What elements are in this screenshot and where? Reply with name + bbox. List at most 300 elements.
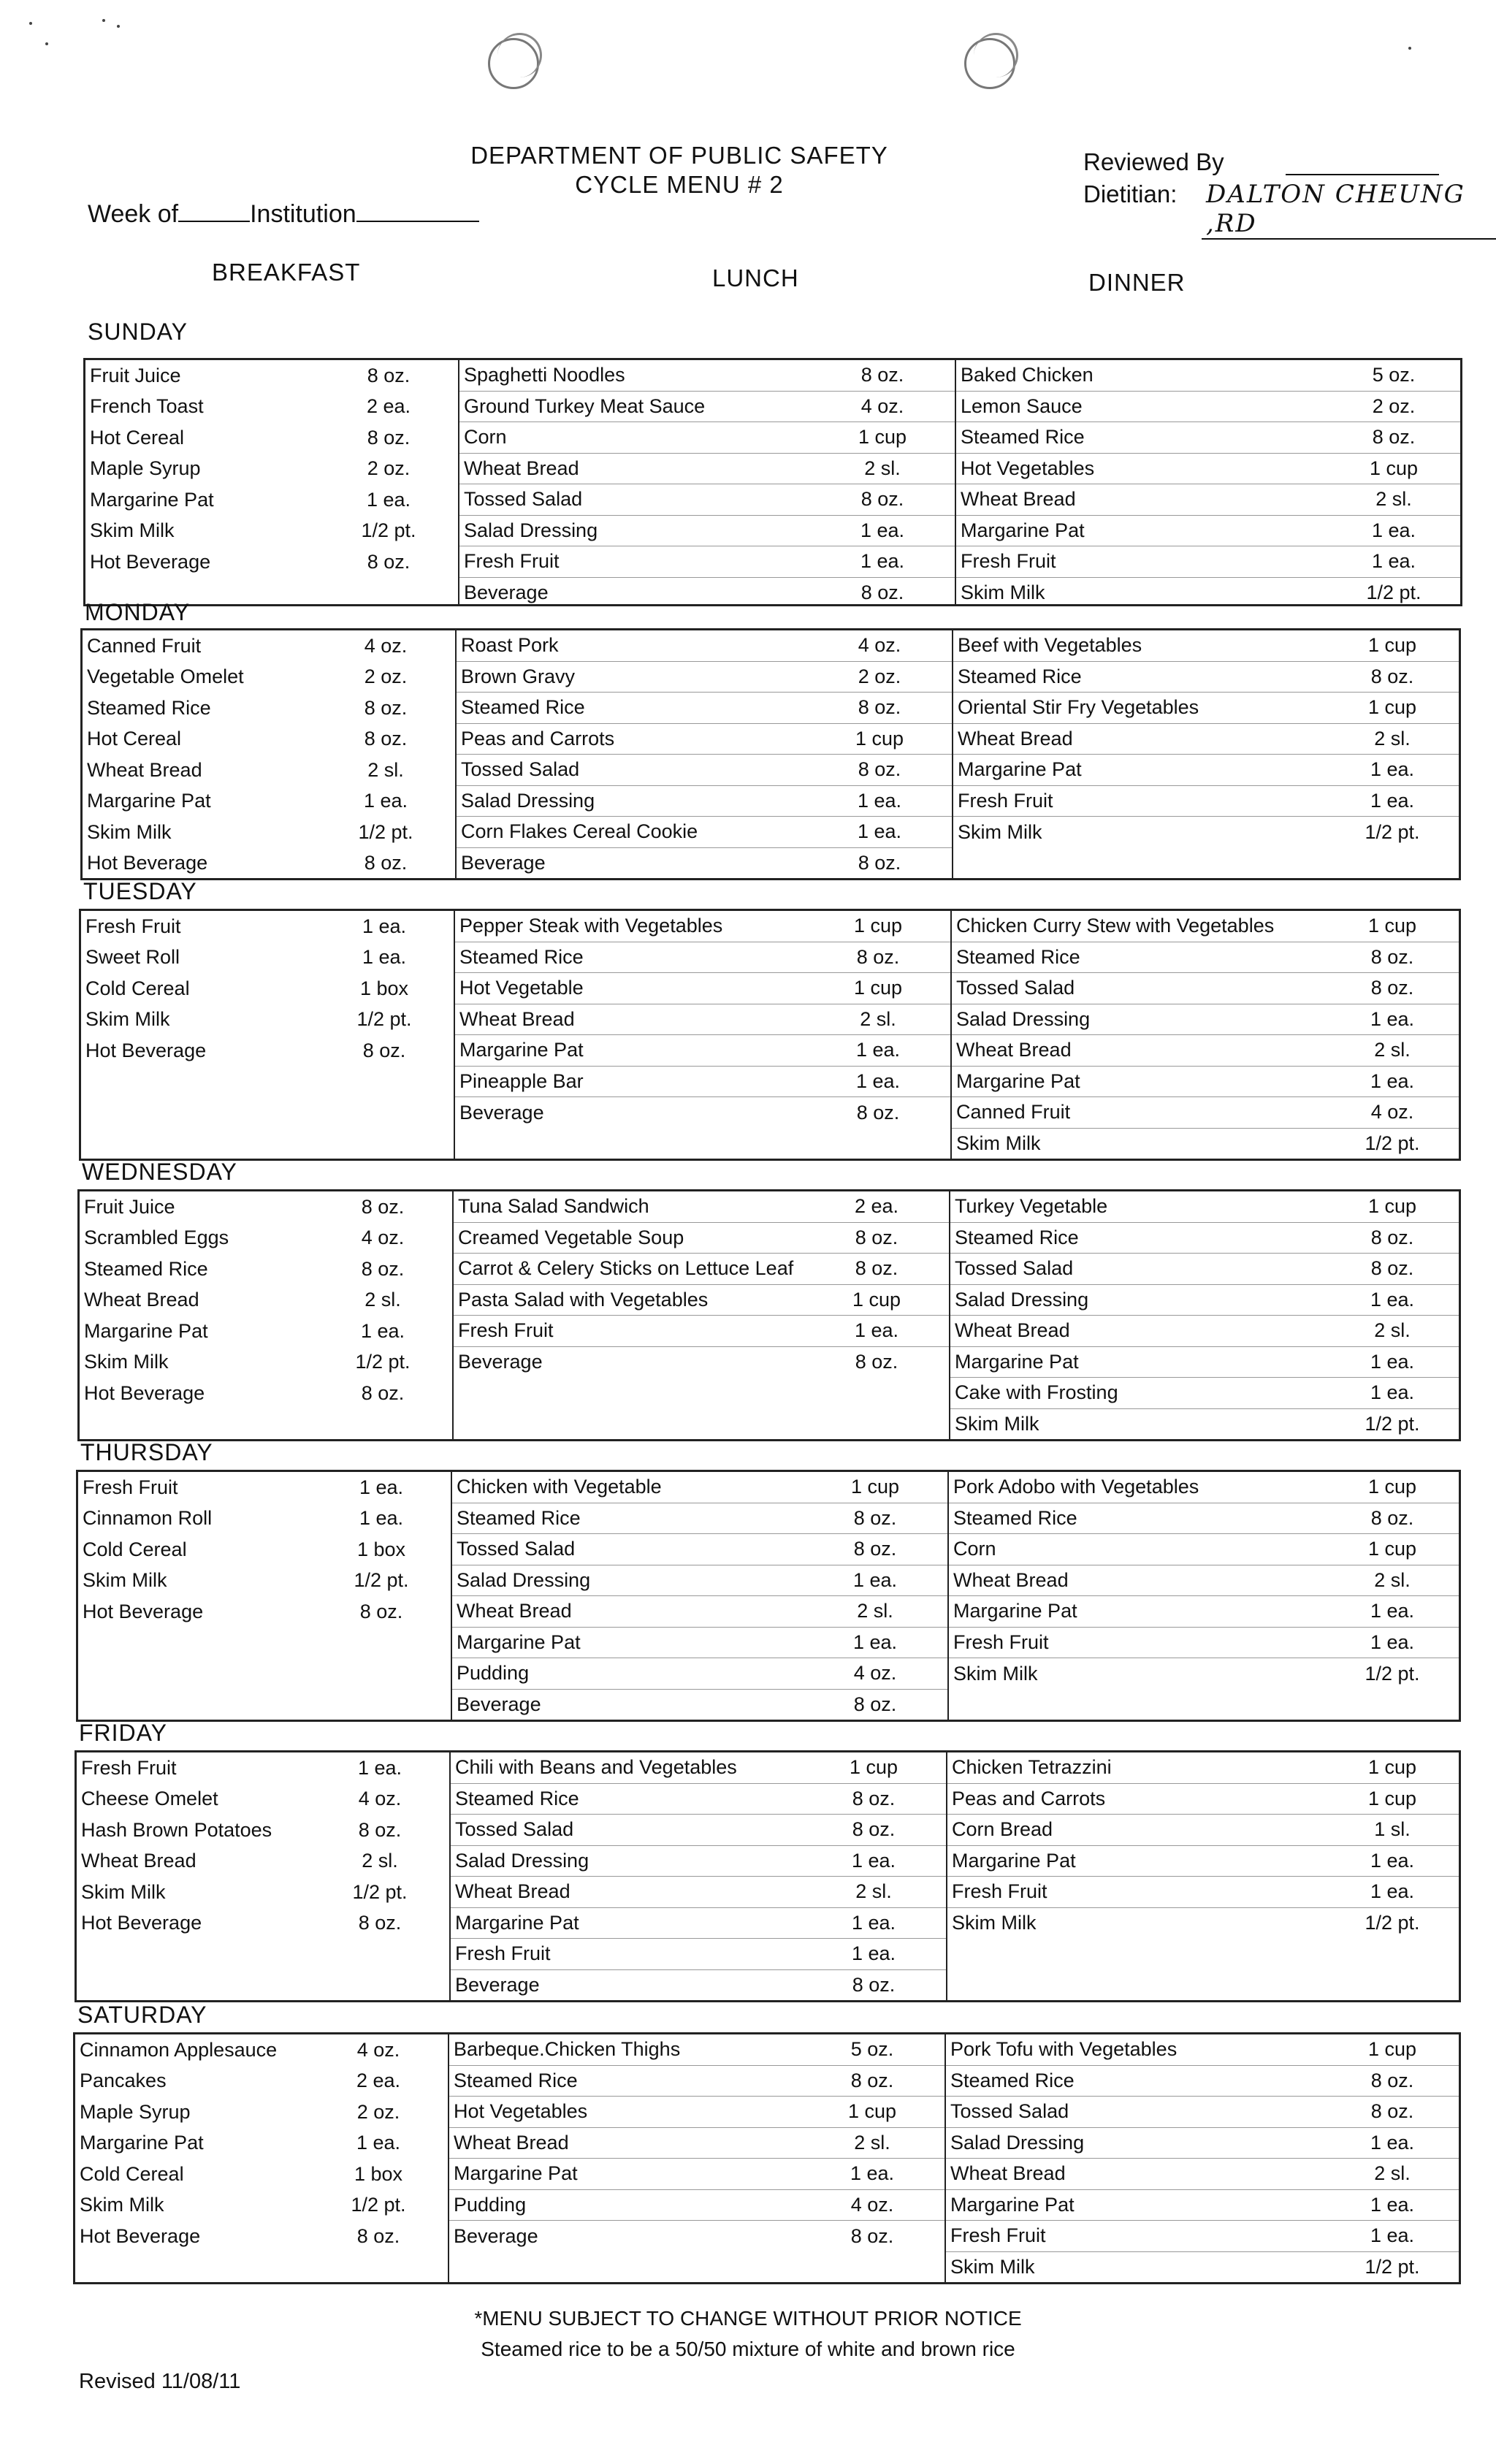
menu-row — [950, 1409, 1459, 1441]
menu-item: Scrambled Eggs — [84, 1227, 229, 1249]
menu-qty: 1 ea. — [851, 1911, 896, 1934]
menu-item: Spaghetti Noodles — [464, 364, 625, 386]
menu-qty: 8 oz. — [860, 364, 904, 386]
menu-qty: 1 cup — [850, 1476, 900, 1498]
menu-row — [83, 693, 455, 724]
menu-item: Barbeque.Chicken Thighs — [454, 2038, 681, 2061]
menu-qty: 4 oz. — [858, 634, 901, 657]
menu-item: Margarine Pat — [84, 1319, 208, 1342]
menu-qty: 1 cup — [1367, 1195, 1417, 1218]
department-title: DEPARTMENT OF PUBLIC SAFETY — [470, 142, 888, 169]
menu-qty: 1/2 pt. — [1365, 1132, 1420, 1155]
menu-item: Steamed Rice — [87, 696, 211, 719]
menu-qty: 1 ea. — [356, 2132, 401, 2154]
menu-row — [953, 724, 1459, 755]
menu-qty: 1/2 pt. — [1365, 1912, 1420, 1934]
menu-row — [459, 578, 955, 609]
menu-row — [946, 2128, 1459, 2159]
menu-qty: 1 ea. — [1370, 1381, 1415, 1404]
menu-row — [452, 1596, 947, 1628]
menu-qty: 8 oz. — [855, 1257, 898, 1280]
menu-qty: 1 ea. — [852, 1568, 898, 1591]
menu-row — [452, 1565, 947, 1597]
menu-qty: 1 ea. — [851, 1849, 896, 1872]
menu-row — [80, 1316, 452, 1347]
menu-qty: 1 cup — [853, 977, 903, 999]
menu-row — [956, 578, 1460, 609]
menu-row — [452, 1534, 947, 1565]
menu-item: Wheat Bread — [956, 1039, 1072, 1061]
menu-qty: 8 oz. — [850, 2224, 894, 2247]
menu-qty: 1 ea. — [857, 789, 902, 812]
menu-qty: 1 ea. — [1370, 1849, 1415, 1872]
menu-row — [75, 2097, 448, 2128]
day-table-thursday — [76, 1470, 1461, 1722]
menu-qty: 1 ea. — [1370, 758, 1415, 781]
menu-row — [449, 2190, 944, 2221]
menu-row — [77, 1908, 449, 1939]
menu-row — [457, 817, 952, 848]
menu-item: Corn — [953, 1538, 996, 1560]
menu-qty: 1 cup — [1367, 696, 1417, 719]
menu-item: Steamed Rice — [961, 426, 1085, 449]
menu-qty: 1 ea. — [1370, 1880, 1415, 1903]
menu-qty: 1/2 pt. — [361, 519, 416, 542]
menu-qty: 2 ea. — [356, 2070, 401, 2092]
menu-row — [75, 2066, 448, 2097]
menu-qty: 2 sl. — [367, 758, 404, 781]
menu-qty: 1/2 pt. — [1365, 2256, 1420, 2278]
menu-qty: 1/2 pt. — [1366, 581, 1421, 604]
menu-qty: 4 oz. — [860, 394, 904, 417]
menu-row — [949, 1596, 1459, 1628]
menu-qty: 1 ea. — [851, 1942, 896, 1965]
menu-row — [956, 422, 1460, 454]
day-title-saturday: SATURDAY — [77, 2002, 207, 2028]
menu-row — [81, 1035, 454, 1067]
menu-qty: 1 ea. — [860, 519, 905, 541]
menu-row — [459, 392, 955, 423]
menu-qty: 2 oz. — [356, 2100, 400, 2123]
menu-qty: 8 oz. — [356, 2224, 400, 2247]
breakfast-column — [83, 630, 457, 878]
week-of-label: Week of — [88, 200, 179, 228]
scan-speck — [117, 25, 120, 28]
menu-row — [949, 1658, 1459, 1690]
menu-item: Wheat Bread — [455, 1880, 570, 1903]
menu-qty: 8 oz. — [1370, 1257, 1414, 1280]
menu-item: Roast Pork — [461, 634, 559, 657]
menu-row — [952, 1004, 1459, 1036]
menu-qty: 1/2 pt. — [356, 1008, 412, 1031]
menu-row — [952, 911, 1459, 942]
menu-qty: 4 oz. — [1370, 1101, 1414, 1124]
menu-item: Steamed Rice — [950, 2069, 1075, 2091]
menu-qty: 8 oz. — [1370, 1226, 1414, 1248]
menu-item: Creamed Vegetable Soup — [458, 1226, 684, 1248]
menu-qty: 1 ea. — [1370, 1007, 1415, 1030]
breakfast-column — [78, 1472, 452, 1720]
menu-qty: 1 ea. — [1370, 1630, 1415, 1653]
menu-item: Pepper Steak with Vegetables — [459, 915, 723, 937]
reviewed-by-line — [1286, 174, 1439, 175]
menu-item: Fresh Fruit — [464, 550, 560, 573]
scan-speck — [1408, 47, 1411, 50]
menu-item: Margarine Pat — [459, 1039, 584, 1061]
menu-item: Steamed Rice — [958, 665, 1082, 687]
menu-qty: 1 ea. — [1370, 1069, 1415, 1092]
menu-qty: 1 box — [359, 977, 409, 999]
menu-qty: 2 oz. — [858, 665, 901, 687]
menu-qty: 1 ea. — [362, 946, 407, 969]
lunch-column — [454, 1191, 950, 1439]
menu-row — [956, 360, 1460, 392]
scan-speck — [29, 22, 32, 25]
menu-qty: 1 ea. — [362, 915, 407, 937]
menu-row — [949, 1472, 1459, 1503]
menu-row — [946, 2034, 1459, 2066]
menu-row — [83, 755, 455, 786]
menu-qty: 1 cup — [1367, 2038, 1417, 2061]
menu-item: Wheat Bread — [950, 2162, 1066, 2185]
menu-item: Fresh Fruit — [458, 1319, 554, 1342]
menu-qty: 1 ea. — [1370, 1350, 1415, 1373]
document-title — [460, 141, 898, 199]
menu-item: Fresh Fruit — [81, 1756, 177, 1779]
menu-item: Skim Milk — [84, 1351, 169, 1373]
menu-item: Vegetable Omelet — [87, 665, 244, 688]
dinner-column — [953, 630, 1459, 878]
menu-item: Fresh Fruit — [455, 1942, 551, 1965]
menu-qty: 4 oz. — [850, 2193, 894, 2216]
menu-qty: 8 oz. — [853, 1538, 897, 1560]
menu-row — [459, 360, 955, 392]
menu-row — [75, 2128, 448, 2159]
menu-qty: 8 oz. — [364, 728, 408, 750]
menu-row — [83, 817, 455, 848]
menu-row — [83, 786, 455, 817]
menu-item: Wheat Bread — [958, 727, 1073, 750]
menu-item: Wheat Bread — [953, 1568, 1069, 1591]
menu-qty: 8 oz. — [364, 852, 408, 874]
menu-item: Hot Beverage — [87, 852, 208, 874]
menu-item: Wheat Bread — [87, 758, 202, 781]
menu-row — [85, 454, 458, 485]
menu-row — [78, 1565, 451, 1597]
dinner-column — [950, 1191, 1459, 1439]
scan-speck — [45, 42, 48, 45]
menu-row — [946, 2221, 1459, 2252]
menu-item: Hot Beverage — [85, 1039, 207, 1061]
dinner-heading: DINNER — [1088, 269, 1186, 296]
menu-qty: 8 oz. — [362, 1039, 406, 1061]
menu-item: Fresh Fruit — [952, 1880, 1047, 1903]
menu-row — [455, 973, 950, 1004]
menu-row — [455, 911, 950, 942]
menu-row — [452, 1658, 947, 1690]
menu-qty: 1 cup — [852, 1288, 901, 1311]
menu-item: Tossed Salad — [955, 1257, 1074, 1280]
menu-row — [77, 1752, 449, 1784]
menu-row — [77, 1877, 449, 1908]
menu-qty: 8 oz. — [1370, 2100, 1414, 2123]
menu-row — [81, 911, 454, 942]
dinner-column — [949, 1472, 1459, 1720]
menu-row — [455, 1067, 950, 1098]
menu-item: Cold Cereal — [83, 1538, 187, 1560]
menu-qty: 1 cup — [1367, 1476, 1417, 1498]
menu-row — [449, 2128, 944, 2159]
menu-item: Wheat Bread — [84, 1289, 199, 1311]
menu-qty: 1/2 pt. — [354, 1569, 409, 1592]
menu-row — [946, 2066, 1459, 2097]
menu-item: Margarine Pat — [953, 1600, 1077, 1622]
menu-row — [950, 1378, 1459, 1409]
menu-item: Chicken with Vegetable — [457, 1476, 662, 1498]
menu-row — [457, 693, 952, 724]
menu-item: Pineapple Bar — [459, 1069, 584, 1092]
menu-qty: 8 oz. — [367, 364, 411, 386]
menu-qty: 8 oz. — [850, 2069, 894, 2091]
menu-row — [956, 454, 1460, 485]
menu-qty: 1 ea. — [855, 1069, 901, 1092]
menu-item: Skim Milk — [950, 2256, 1035, 2278]
menu-item: Hash Brown Potatoes — [81, 1818, 272, 1841]
menu-qty: 1 cup — [1367, 1756, 1417, 1779]
menu-qty: 1 ea. — [852, 1630, 898, 1653]
menu-qty: 4 oz. — [356, 2038, 400, 2061]
menu-item: Salad Dressing — [461, 789, 595, 812]
menu-item: Baked Chicken — [961, 364, 1094, 386]
menu-row — [952, 1097, 1459, 1129]
menu-row — [947, 1846, 1459, 1877]
menu-qty: 8 oz. — [852, 1818, 896, 1841]
menu-item: Salad Dressing — [455, 1849, 589, 1872]
menu-item: Tossed Salad — [464, 488, 583, 511]
menu-row — [947, 1815, 1459, 1846]
menu-row — [950, 1223, 1459, 1254]
menu-row — [80, 1378, 452, 1409]
menu-item: Carrot & Celery Sticks on Lettuce Leaf — [458, 1257, 794, 1280]
institution-field[interactable] — [356, 221, 479, 222]
menu-row — [457, 848, 952, 880]
menu-row — [454, 1347, 949, 1378]
menu-item: Turkey Vegetable — [955, 1195, 1108, 1218]
breakfast-column — [85, 360, 459, 604]
menu-row — [75, 2190, 448, 2221]
breakfast-column — [81, 911, 455, 1159]
menu-row — [452, 1472, 947, 1503]
menu-qty: 8 oz. — [856, 1101, 900, 1124]
day-table-monday — [80, 628, 1461, 880]
menu-qty: 8 oz. — [364, 696, 408, 719]
menu-qty: 1/2 pt. — [352, 1880, 408, 1903]
menu-row — [953, 693, 1459, 724]
menu-row — [449, 2159, 944, 2190]
menu-row — [950, 1316, 1459, 1347]
menu-item: Fresh Fruit — [961, 550, 1056, 573]
menu-item: Salad Dressing — [457, 1568, 591, 1591]
menu-row — [950, 1347, 1459, 1378]
institution-label: Institution — [250, 200, 356, 228]
menu-qty: 1/2 pt. — [358, 820, 413, 843]
menu-row — [451, 1752, 946, 1784]
menu-qty: 5 oz. — [1372, 364, 1416, 386]
menu-row — [455, 1035, 950, 1067]
menu-qty: 8 oz. — [856, 945, 900, 968]
menu-row — [77, 1815, 449, 1846]
menu-row — [949, 1565, 1459, 1597]
menu-qty: 1 ea. — [1370, 1288, 1415, 1311]
menu-qty: 1 ea. — [857, 820, 902, 843]
menu-qty: 8 oz. — [853, 1506, 897, 1529]
menu-qty: 2 oz. — [364, 665, 408, 688]
menu-row — [953, 755, 1459, 786]
menu-qty: 8 oz. — [361, 1381, 405, 1404]
menu-item: Hot Cereal — [90, 426, 185, 449]
lunch-column — [452, 1472, 949, 1720]
menu-item: Hot Cereal — [87, 728, 182, 750]
menu-row — [78, 1596, 451, 1628]
menu-row — [452, 1690, 947, 1721]
menu-row — [459, 454, 955, 485]
menu-item: Fresh Fruit — [83, 1476, 178, 1498]
menu-row — [946, 2159, 1459, 2190]
menu-row — [77, 1784, 449, 1815]
cycle-menu-title: CYCLE MENU # 2 — [575, 171, 784, 198]
menu-qty: 1 ea. — [1370, 789, 1415, 812]
menu-row — [85, 484, 458, 516]
menu-qty: 1 cup — [849, 1756, 898, 1779]
menu-item: Maple Syrup — [80, 2100, 191, 2123]
menu-item: Margarine Pat — [454, 2162, 578, 2185]
menu-row — [459, 484, 955, 516]
menu-row — [457, 630, 952, 662]
menu-item: Cinnamon Roll — [83, 1507, 213, 1530]
menu-row — [81, 942, 454, 974]
menu-qty: 1 cup — [855, 727, 904, 750]
menu-row — [449, 2034, 944, 2066]
menu-row — [449, 2066, 944, 2097]
menu-qty: 1 ea. — [359, 1507, 404, 1530]
menu-item: Skim Milk — [90, 519, 175, 542]
menu-row — [952, 973, 1459, 1004]
menu-item: Corn Bread — [952, 1818, 1053, 1841]
menu-row — [80, 1254, 452, 1285]
menu-row — [457, 724, 952, 755]
menu-qty: 8 oz. — [361, 1257, 405, 1280]
menu-qty: 8 oz. — [1370, 945, 1414, 968]
menu-qty: 8 oz. — [852, 1974, 896, 1996]
menu-item: Beverage — [461, 852, 546, 874]
menu-qty: 2 sl. — [1374, 1319, 1411, 1342]
dinner-column — [952, 911, 1459, 1159]
menu-qty: 2 sl. — [362, 1850, 398, 1872]
menu-item: Salad Dressing — [955, 1288, 1089, 1311]
menu-item: Beverage — [457, 1693, 541, 1716]
menu-item: Steamed Rice — [455, 1787, 579, 1809]
menu-qty: 1 ea. — [860, 550, 905, 573]
menu-qty: 8 oz. — [1370, 1506, 1414, 1529]
dietitian-label: Dietitian: — [1083, 180, 1178, 207]
menu-qty: 1 sl. — [1374, 1818, 1411, 1841]
menu-item: Canned Fruit — [87, 634, 202, 657]
menu-qty: 2 sl. — [855, 1880, 892, 1903]
menu-qty: 2 sl. — [1374, 1039, 1411, 1061]
menu-qty: 8 oz. — [367, 550, 411, 573]
menu-qty: 2 sl. — [860, 1007, 896, 1030]
menu-item: Hot Beverage — [83, 1600, 204, 1622]
menu-qty: 8 oz. — [1370, 665, 1414, 687]
menu-item: Chicken Curry Stew with Vegetables — [956, 915, 1275, 937]
menu-qty: 1 cup — [1367, 1787, 1417, 1809]
menu-row — [952, 1035, 1459, 1067]
menu-item: Steamed Rice — [459, 945, 584, 968]
menu-item: Margarine Pat — [952, 1849, 1076, 1872]
menu-item: Steamed Rice — [953, 1506, 1077, 1529]
menu-item: Skim Milk — [81, 1880, 166, 1903]
menu-row — [947, 1752, 1459, 1784]
menu-row — [85, 422, 458, 454]
menu-row — [78, 1472, 451, 1503]
menu-row — [947, 1784, 1459, 1815]
menu-item: Pork Adobo with Vegetables — [953, 1476, 1199, 1498]
menu-row — [83, 630, 455, 662]
menu-qty: 1 cup — [1367, 1538, 1417, 1560]
menu-item: Salad Dressing — [950, 2131, 1085, 2154]
menu-row — [950, 1254, 1459, 1285]
menu-qty: 1 ea. — [357, 1756, 402, 1779]
menu-item: Ground Turkey Meat Sauce — [464, 394, 706, 417]
menu-qty: 1 ea. — [1370, 2224, 1415, 2247]
menu-qty: 1 ea. — [363, 790, 408, 812]
lunch-heading: LUNCH — [712, 264, 799, 291]
menu-item: Margarine Pat — [87, 790, 211, 812]
menu-qty: 8 oz. — [858, 852, 901, 874]
menu-item: Pancakes — [80, 2070, 167, 2092]
menu-item: Corn — [464, 426, 507, 449]
menu-row — [75, 2221, 448, 2252]
menu-row — [451, 1908, 946, 1939]
menu-qty: 1/2 pt. — [355, 1351, 411, 1373]
menu-item: Lemon Sauce — [961, 394, 1083, 417]
menu-qty: 2 sl. — [1374, 727, 1411, 750]
menu-item: Wheat Bread — [961, 488, 1076, 511]
menu-item: Margarine Pat — [961, 519, 1085, 541]
menu-row — [947, 1877, 1459, 1908]
menu-qty: 1/2 pt. — [1365, 1413, 1420, 1435]
menu-qty: 2 ea. — [854, 1195, 899, 1218]
menu-row — [449, 2097, 944, 2128]
menu-row — [83, 724, 455, 755]
menu-item: Chili with Beans and Vegetables — [455, 1756, 737, 1779]
menu-item: Skim Milk — [87, 820, 172, 843]
breakfast-column — [75, 2034, 449, 2282]
breakfast-column — [77, 1752, 451, 2000]
menu-qty: 8 oz. — [1370, 2069, 1414, 2091]
menu-item: Margarine Pat — [958, 758, 1082, 781]
menu-row — [81, 973, 454, 1004]
menu-qty: 1 ea. — [1370, 2131, 1415, 2154]
menu-row — [451, 1877, 946, 1908]
menu-row — [949, 1628, 1459, 1659]
menu-item: Beverage — [464, 581, 549, 604]
menu-row — [953, 786, 1459, 817]
menu-qty: 2 sl. — [1374, 1568, 1411, 1591]
menu-item: Chicken Tetrazzini — [952, 1756, 1112, 1779]
day-table-wednesday — [77, 1189, 1461, 1441]
week-of-field[interactable] — [178, 221, 250, 222]
